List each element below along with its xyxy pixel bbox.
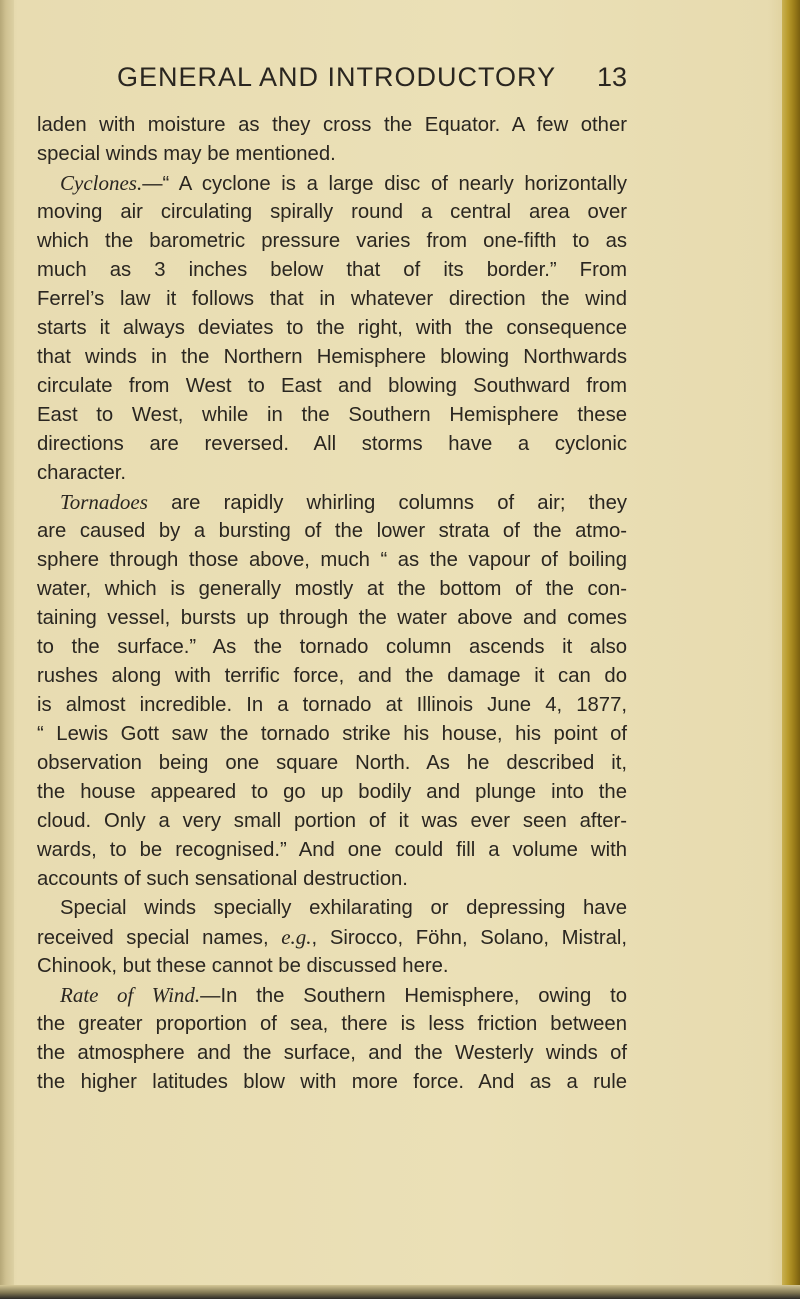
- text-line: the greater proportion of sea, there is less friction between: [37, 1013, 627, 1035]
- text-line: moving air circulating spirally round a central area over: [37, 201, 627, 223]
- text-line: starts it always deviates to the right, with the consequence: [37, 317, 627, 339]
- page-number: 13: [596, 62, 627, 92]
- text-line: “ Lewis Gott saw the tornado strike his house, his point of: [37, 723, 627, 745]
- text-line: which the barometric pressure varies from one-fifth to as: [37, 230, 627, 252]
- text-line: water, which is generally mostly at the bottom of the con-: [37, 578, 627, 600]
- text-line: to the surface.” As the tornado column ascends it also: [37, 636, 627, 658]
- text-line: directions are reversed. All storms have a cyclonic: [37, 433, 627, 455]
- text-line: East to West, while in the Southern Hemisphere these: [37, 404, 627, 426]
- text-line: taining vessel, bursts up through the water above and comes: [37, 607, 627, 629]
- text-line: received special names, e.g., Sirocco, Föhn, Solano, Mistral,: [37, 925, 627, 949]
- text-line: the higher latitudes blow with more force. And as a rule: [37, 1071, 627, 1093]
- text-line: is almost incredible. In a tornado at Illinois June 4, 1877,: [37, 694, 627, 716]
- text-line: accounts of such sensational destruction.: [37, 868, 408, 890]
- text-line: the house appeared to go up bodily and plunge into the: [37, 781, 627, 803]
- page-header: [117, 62, 627, 106]
- text-line: that winds in the Northern Hemisphere blowing Northwards: [37, 346, 627, 368]
- text-line: special winds may be mentioned.: [37, 143, 336, 165]
- text-line: Rate of Wind.—In the Southern Hemisphere, owing to: [60, 983, 627, 1007]
- page-left-edge: [0, 0, 14, 1299]
- text-line: Tornadoes are rapidly whirling columns of air; they: [60, 490, 627, 514]
- text-line: cloud. Only a very small portion of it was ever seen after-: [37, 810, 627, 832]
- text-line: rushes along with terrific force, and the damage it can do: [37, 665, 627, 687]
- text-line: character.: [37, 462, 127, 484]
- page-bottom-edge: [0, 1285, 800, 1299]
- text-line: circulate from West to East and blowing Southward from: [37, 375, 627, 397]
- book-spine-edge: [782, 0, 800, 1299]
- text-line: the atmosphere and the surface, and the Westerly winds of: [37, 1042, 627, 1064]
- running-head: GENERAL AND INTRODUCTORY: [117, 62, 557, 92]
- text-line: are caused by a bursting of the lower strata of the atmo-: [37, 520, 627, 542]
- text-line: laden with moisture as they cross the Equator. A few other: [37, 114, 627, 136]
- text-line: Ferrel’s law it follows that in whatever direction the wind: [37, 288, 627, 310]
- text-line: wards, to be recognised.” And one could fill a volume with: [37, 839, 627, 861]
- text-line: Cyclones.—“ A cyclone is a large disc of nearly horizontally: [60, 171, 627, 195]
- text-line: observation being one square North. As he described it,: [37, 752, 627, 774]
- text-line: Special winds specially exhilarating or depressing have: [60, 897, 627, 919]
- text-line: Chinook, but these cannot be discussed here.: [37, 955, 449, 977]
- text-line: sphere through those above, much “ as the vapour of boiling: [37, 549, 627, 571]
- text-line: much as 3 inches below that of its border.” From: [37, 259, 627, 281]
- body-text: [37, 111, 627, 1097]
